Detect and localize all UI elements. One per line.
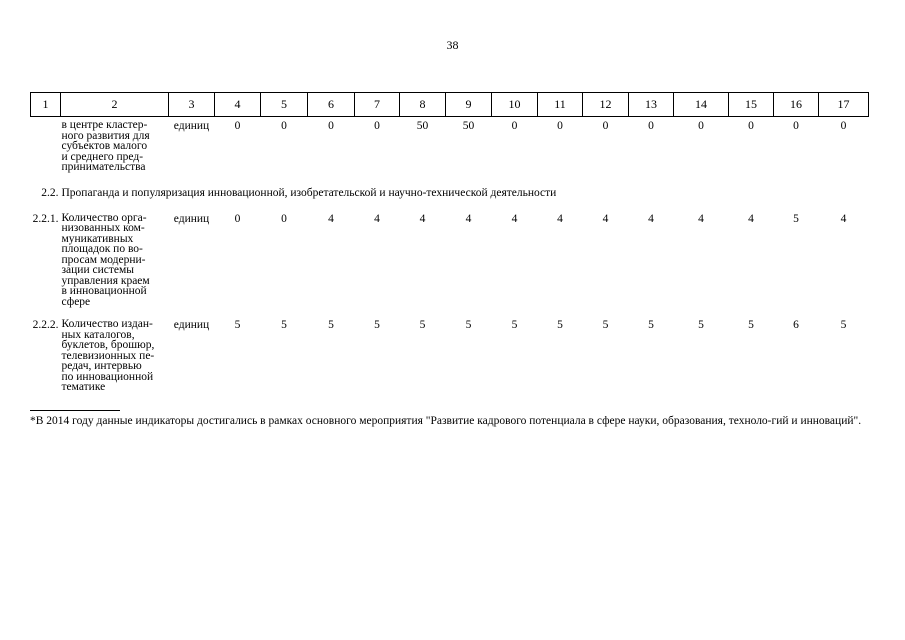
section-row <box>31 184 869 199</box>
value-cell: 4 <box>648 212 654 225</box>
value-cell: 0 <box>234 120 241 132</box>
row-number <box>31 117 61 173</box>
value-cell: 5 <box>793 212 799 225</box>
value-cell: 4 <box>511 212 518 225</box>
section-number: 2.2. <box>41 186 59 199</box>
value-cell: 5 <box>648 319 654 331</box>
header-cell: 16 <box>774 93 819 117</box>
header-cell: 10 <box>492 93 538 117</box>
value-cell: 0 <box>698 120 704 132</box>
value-cell: 0 <box>281 212 287 225</box>
unit-cell: единиц <box>173 319 210 331</box>
indicator-table <box>30 92 869 393</box>
header-cell: 14 <box>674 93 729 117</box>
section-title: Пропаганда и популяризация инновационной, изобретательской и научно-технической деятельности <box>61 186 557 199</box>
header-cell: 7 <box>355 93 400 117</box>
header-cell: 12 <box>583 93 629 117</box>
table-row <box>31 316 869 393</box>
value-cell: 5 <box>465 319 472 331</box>
header-cell: 2 <box>61 93 169 117</box>
value-cell: 4 <box>602 212 609 225</box>
header-cell: 9 <box>446 93 492 117</box>
value-cell: 0 <box>281 120 287 132</box>
value-cell: 4 <box>328 212 334 225</box>
value-cell: 5 <box>557 319 563 331</box>
indicator-name: Количество издан- ных каталогов, буклетов, брошюр, телевизионных пе- редач, интервью по инновационной тематике <box>61 318 155 393</box>
value-cell: 0 <box>840 120 847 132</box>
header-cell: 5 <box>261 93 308 117</box>
indicator-name: в центре кластер- ного развития для субъектов малого и среднего пред- принимательства <box>61 119 150 173</box>
indicator-name: Количество орга- низованных ком- муникативных площадок по во- просам модерни- зации системы управления краем в инновационной сфере <box>61 211 150 308</box>
value-cell: 5 <box>748 319 754 331</box>
header-cell: 13 <box>629 93 674 117</box>
value-cell: 0 <box>328 120 334 132</box>
value-cell: 5 <box>419 319 426 331</box>
value-cell: 0 <box>748 120 754 132</box>
value-cell: 0 <box>511 120 518 132</box>
value-cell: 4 <box>840 212 847 225</box>
header-cell: 1 <box>31 93 61 117</box>
footnote: *В 2014 году данные индикаторы достигались в рамках основного мероприятия "Развитие кадрового потенциала в сфере науки, образования, техноло-гий и инноваций". <box>30 415 862 427</box>
value-cell: 5 <box>698 319 704 331</box>
value-cell: 5 <box>840 319 847 331</box>
table-row <box>31 117 869 173</box>
unit-cell: единиц <box>173 212 210 225</box>
value-cell: 4 <box>465 212 472 225</box>
value-cell: 0 <box>602 120 609 132</box>
value-cell: 5 <box>281 319 287 331</box>
value-cell: 0 <box>234 212 241 225</box>
value-cell: 5 <box>374 319 380 331</box>
value-cell: 50 <box>416 120 429 132</box>
header-cell: 4 <box>215 93 261 117</box>
value-cell: 5 <box>234 319 241 331</box>
header-cell: 3 <box>169 93 215 117</box>
value-cell: 6 <box>793 319 799 331</box>
footnote-divider <box>30 410 120 411</box>
row-number: 2.2.1. <box>32 212 59 225</box>
value-cell: 5 <box>511 319 518 331</box>
value-cell: 50 <box>462 120 475 132</box>
value-cell: 5 <box>602 319 609 331</box>
header-row <box>31 93 869 117</box>
value-cell: 5 <box>328 319 334 331</box>
header-cell: 17 <box>819 93 869 117</box>
value-cell: 0 <box>648 120 654 132</box>
table-row <box>31 210 869 308</box>
value-cell: 4 <box>374 212 380 225</box>
value-cell: 4 <box>698 212 704 225</box>
value-cell: 4 <box>557 212 563 225</box>
header-cell: 6 <box>308 93 355 117</box>
value-cell: 0 <box>793 120 799 132</box>
page-number: 38 <box>446 38 459 52</box>
row-number: 2.2.2. <box>32 319 59 331</box>
value-cell: 4 <box>748 212 754 225</box>
header-cell: 15 <box>729 93 774 117</box>
unit-cell: единиц <box>173 120 210 132</box>
value-cell: 4 <box>419 212 426 225</box>
header-cell: 11 <box>538 93 583 117</box>
header-cell: 8 <box>400 93 446 117</box>
value-cell: 0 <box>374 120 380 132</box>
value-cell: 0 <box>557 120 563 132</box>
